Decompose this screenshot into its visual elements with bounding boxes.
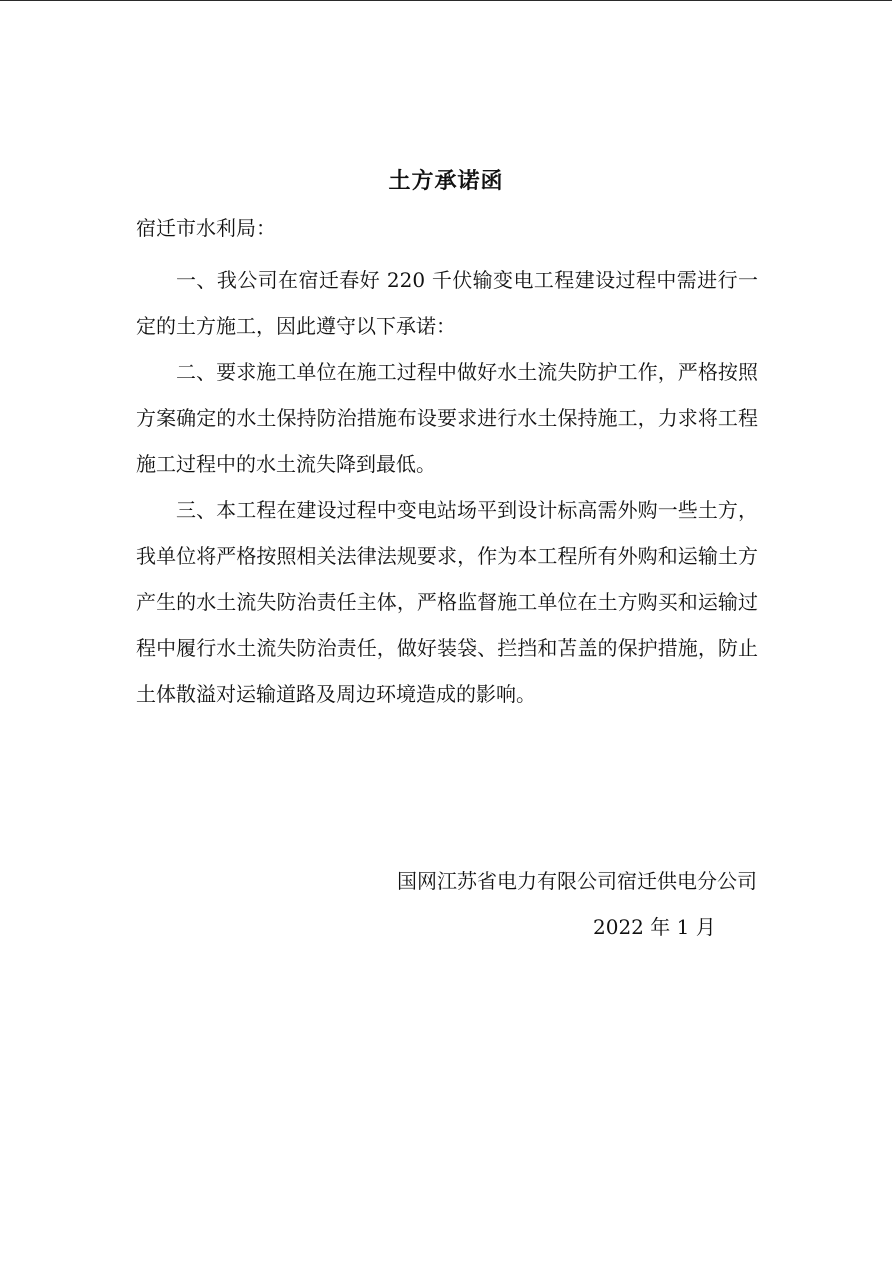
signature-date: 2022 年 1 月 bbox=[593, 915, 716, 939]
paragraph-2: 二、要求施工单位在施工过程中做好水土流失防护工作，严格按照方案确定的水土保持防治措施布设要求进行水土保持施工，力求将工程施工过程中的水土流失降到最低。 bbox=[136, 360, 758, 476]
document-title: 土方承诺函 bbox=[388, 168, 504, 194]
document-body bbox=[136, 257, 758, 717]
paragraph-3: 三、本工程在建设过程中变电站场平到设计标高需外购一些土方，我单位将严格按照相关法律法规要求，作为本工程所有外购和运输土方产生的水土流失防治责任主体，严格监督施工单位在土方购买和运输过程中履行水土流失防治责任，做好装袋、拦挡和苫盖的保护措施，防止土体散溢对运输道路及周边环境造成的影响。 bbox=[136, 498, 758, 706]
salutation: 宿迁市水利局： bbox=[136, 216, 276, 240]
paragraph-1: 一、我公司在宿迁春好 220 千伏输变电工程建设过程中需进行一定的土方施工，因此遵守以下承诺： bbox=[136, 268, 758, 338]
signature-organization: 国网江苏省电力有限公司宿迁供电分公司 bbox=[397, 869, 757, 893]
